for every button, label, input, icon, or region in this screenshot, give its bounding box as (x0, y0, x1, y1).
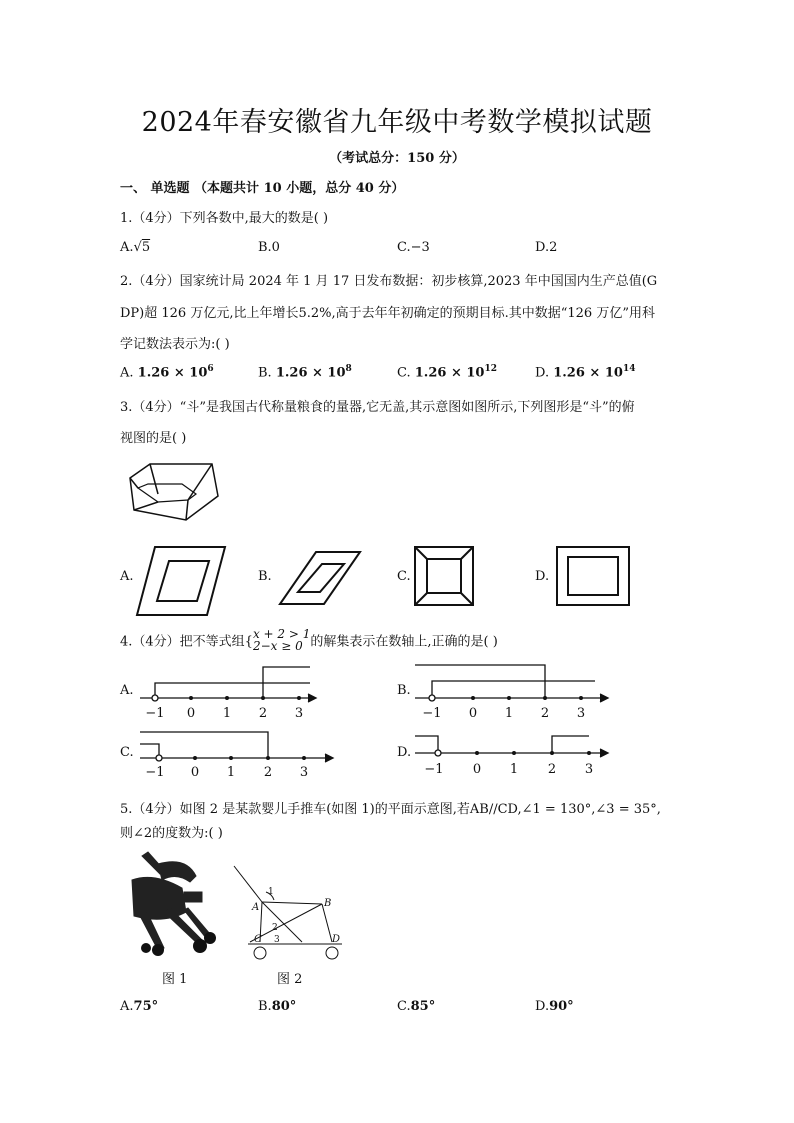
q4-d-tick: 3 (584, 762, 594, 777)
inequality-system (253, 628, 310, 652)
q2-option-b[interactable] (258, 364, 352, 380)
q2-option-a-exponent: 6 (207, 364, 214, 374)
question-4-stem (120, 627, 498, 654)
inequality-2: 2−x ≥ 0 (252, 639, 303, 653)
q2-option-c-label: C. (397, 365, 411, 381)
q5-option-c[interactable] (397, 999, 435, 1014)
q3-option-b-label[interactable]: B. (258, 569, 272, 584)
q5-option-a[interactable] (120, 999, 158, 1014)
q4-c-tick: 3 (299, 765, 309, 780)
q1-option-c[interactable]: C.−3 (397, 240, 430, 255)
q5-option-b-value: 80° (271, 999, 297, 1014)
question-3-line-2: 视图的是( ) (120, 431, 187, 446)
q1-option-a-label: A. (120, 240, 134, 255)
q4-option-a-numberline[interactable] (138, 663, 323, 721)
question-1-stem: 1.（4分）下列各数中,最大的数是( ) (120, 211, 329, 226)
q1-option-d[interactable]: D.2 (535, 240, 558, 255)
q3-option-b-figure[interactable] (278, 550, 362, 606)
question-2-line-2: DP)超 126 万亿元,比上年增长5.2%,高于去年年初确定的预期目标.其中数据“126 万亿”用科 (120, 306, 655, 321)
q2-option-b-exponent: 8 (345, 364, 352, 374)
q5-option-b-label: B. (258, 999, 272, 1014)
q4-c-tick: 1 (226, 765, 236, 780)
section-heading: 一、 单选题 （本题共计 10 小题，总分 40 分） (120, 181, 405, 196)
q5-option-d[interactable] (535, 999, 574, 1014)
q4-a-tick: 0 (186, 706, 196, 721)
q4-option-b-label[interactable]: B. (397, 683, 411, 698)
q5-option-a-label: A. (120, 999, 134, 1014)
q2-option-a[interactable] (120, 364, 214, 380)
q4-b-tick: −1 (422, 706, 442, 721)
q4-b-tick: 0 (468, 706, 478, 721)
q4-option-d-label[interactable]: D. (397, 745, 412, 760)
question-5-line-1: 5.（4分）如图 2 是某款婴儿手推车(如图 1)的平面示意图,若AB//CD,∠1 = 130°,∠3 = 35°, (120, 802, 661, 817)
figure-2-caption: 图 2 (277, 972, 303, 987)
q4-b-tick: 1 (504, 706, 514, 721)
exam-total-score: （考试总分：150 分） (329, 151, 465, 166)
q2-option-d-label: D. (535, 365, 550, 381)
q4-c-tick: 0 (190, 765, 200, 780)
angle-1-label: 1 (268, 887, 274, 897)
point-d-label: D (332, 934, 341, 945)
q2-option-d-value: 1.26 × 10 (553, 365, 623, 381)
q1-option-a-value: 5 (141, 240, 151, 255)
point-c-label: C (254, 934, 262, 945)
inequality-1: x + 2 > 1 (252, 627, 311, 641)
q3-option-d-label[interactable]: D. (535, 569, 550, 584)
q4-d-tick: 0 (472, 762, 482, 777)
dou-measure-figure (128, 458, 223, 523)
q4-option-d-numberline[interactable] (413, 728, 613, 780)
q3-option-a-label[interactable]: A. (120, 569, 134, 584)
q1-option-a[interactable]: A.√5 (120, 240, 151, 255)
q4-c-tick: 2 (263, 765, 273, 780)
q2-option-a-value: 1.26 × 10 (137, 365, 208, 381)
q2-option-c[interactable] (397, 364, 497, 380)
q4-d-tick: 1 (509, 762, 519, 777)
angle-2-label: 2 (272, 923, 278, 933)
q3-option-a-figure[interactable] (135, 545, 227, 617)
angle-3-label: 3 (274, 935, 280, 945)
stroller-diagram-figure (230, 862, 350, 962)
q2-option-d[interactable] (535, 364, 635, 380)
q3-option-d-figure[interactable] (555, 545, 631, 607)
question-3-line-1: 3.（4分）“斗”是我国古代称量粮食的量器,它无盖,其示意图如图所示,下列图形是“斗”的俯 (120, 400, 635, 415)
q1-option-b[interactable]: B.0 (258, 240, 280, 255)
stroller-photo-figure (124, 850, 216, 958)
point-b-label: B (324, 898, 332, 909)
q5-option-d-label: D. (535, 999, 550, 1014)
point-a-label: A (252, 902, 260, 913)
q4-d-tick: −1 (424, 762, 444, 777)
q4-d-tick: 2 (547, 762, 557, 777)
question-2-line-1: 2.（4分）国家统计局 2024 年 1 月 17 日发布数据：初步核算,2023 年中国国内生产总值(G (120, 274, 658, 289)
q2-option-d-exponent: 14 (622, 364, 636, 374)
q4-b-tick: 2 (540, 706, 550, 721)
q5-option-a-value: 75° (133, 999, 159, 1014)
q4-a-tick: 3 (294, 706, 304, 721)
q3-option-c-figure[interactable] (413, 545, 475, 607)
q4-c-tick: −1 (145, 765, 165, 780)
q2-option-a-label: A. (120, 365, 134, 381)
q5-option-c-label: C. (397, 999, 411, 1014)
q2-option-c-exponent: 12 (484, 364, 497, 374)
question-5-line-2: 则∠2的度数为:( ) (120, 826, 223, 841)
q3-option-c-label[interactable]: C. (397, 569, 411, 584)
q4-option-a-label[interactable]: A. (120, 683, 134, 698)
q4-stem-prefix: 4.（4分）把不等式组{ (120, 634, 253, 650)
question-2-line-3: 学记数法表示为:( ) (120, 337, 230, 352)
q4-stem-suffix: 的解集表示在数轴上,正确的是( ) (310, 634, 498, 650)
figure-1-caption: 图 1 (162, 972, 188, 987)
q4-a-tick: 1 (222, 706, 232, 721)
q5-option-c-value: 85° (410, 999, 436, 1014)
q4-option-c-label[interactable]: C. (120, 745, 134, 760)
q4-b-tick: 3 (576, 706, 586, 721)
q2-option-b-value: 1.26 × 10 (275, 365, 346, 381)
q4-a-tick: −1 (145, 706, 165, 721)
q4-a-tick: 2 (258, 706, 268, 721)
q2-option-c-value: 1.26 × 10 (414, 365, 485, 381)
q4-option-b-numberline[interactable] (413, 663, 613, 721)
page-title: 2024年春安徽省九年级中考数学模拟试题 (141, 107, 653, 138)
q5-option-d-value: 90° (549, 999, 574, 1014)
q2-option-b-label: B. (258, 365, 272, 381)
q4-option-c-numberline[interactable] (138, 728, 338, 780)
q5-option-b[interactable] (258, 999, 296, 1014)
